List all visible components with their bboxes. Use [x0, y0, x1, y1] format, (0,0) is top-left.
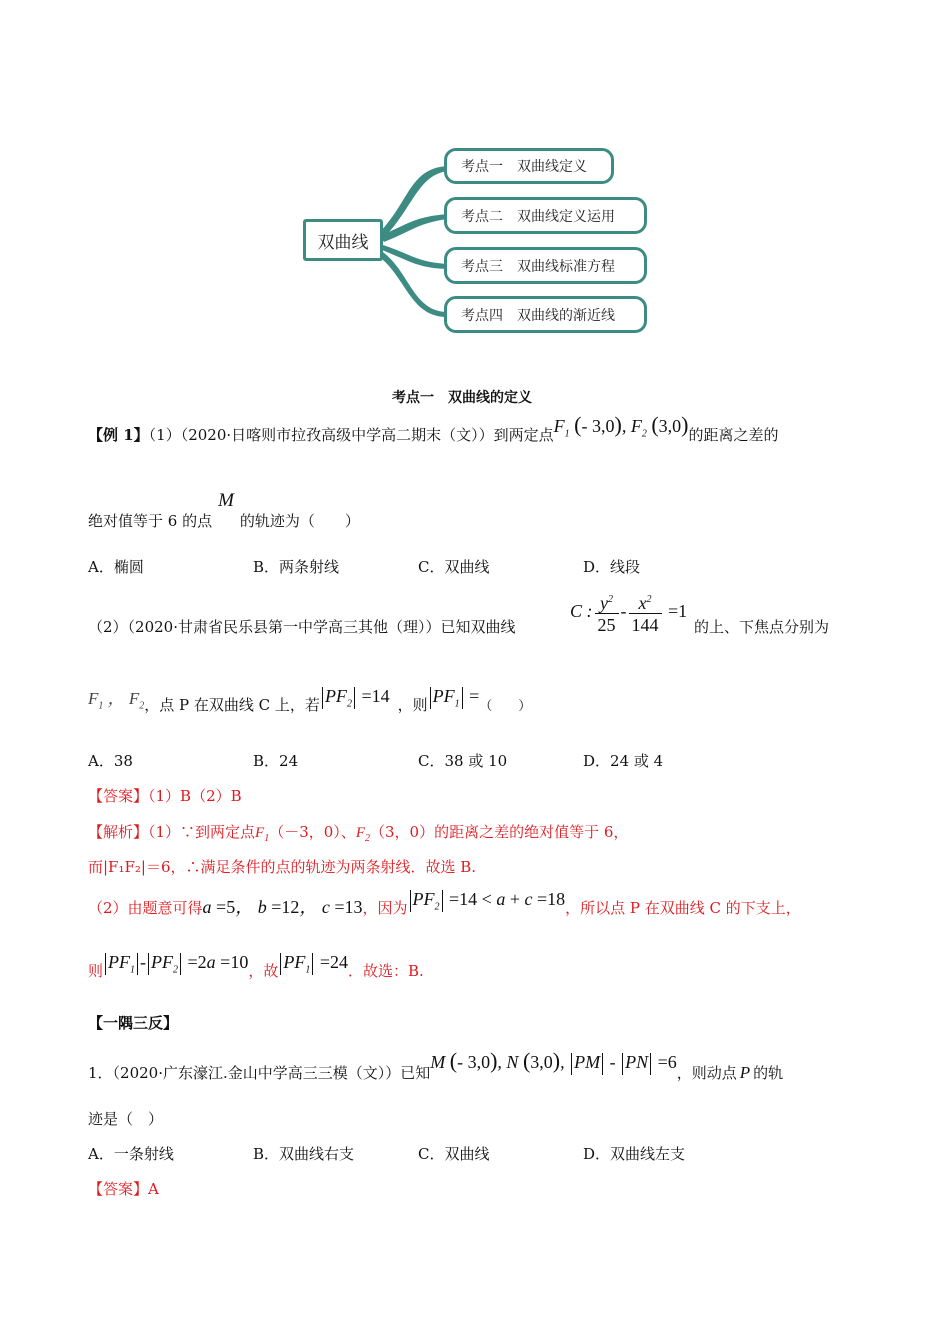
analysis-line2: 而|F₁F₂|＝6，∴满足条件的点的轨迹为两条射线．故选 B.	[88, 858, 477, 876]
example1-q2-line1-tail: 的上、下焦点分别为	[694, 618, 830, 636]
practice-answer: 【答案】A	[88, 1180, 159, 1198]
example1-q1-line2-a: 绝对值等于 6 的点	[88, 512, 213, 530]
example1-q1-line1	[88, 412, 779, 448]
analysis-line4-c: ．故选：B.	[348, 962, 424, 980]
analysis-line1-a: 【解析】（1）∵到两定点	[88, 823, 256, 841]
practice-q1-tail2: 的轨	[753, 1064, 784, 1082]
practice-option-a: A．一条射线	[88, 1145, 174, 1163]
practice-option-b: B．双曲线右支	[253, 1145, 355, 1163]
example1-q1-text: （1）（2020·日喀则市拉孜高级中学高二期末（文））到两定点	[148, 426, 554, 444]
mindmap-branch-4: 考点四 双曲线的渐近线	[444, 296, 647, 333]
analysis-line4	[88, 952, 424, 984]
practice-heading: 【一隅三反】	[88, 1014, 179, 1032]
example1-answer: 【答案】（1）B（2）B	[88, 787, 242, 805]
point-p: P	[739, 1063, 751, 1082]
f1-label: $F_1$	[255, 825, 270, 844]
analysis-line3	[88, 889, 801, 921]
mindmap-root: 双曲线	[303, 219, 383, 261]
analysis-line3-c: ，所以点 P 在双曲线 C 的下支上，	[565, 899, 801, 917]
formula-pf2-lt: $PF_2 =14 < a + c =18$	[408, 889, 566, 909]
example1-q2-line2-a: ，点 P 在双曲线 C 上，若	[144, 696, 320, 714]
q1-option-c: C．双曲线	[418, 558, 490, 576]
practice-option-c: C．双曲线	[418, 1145, 490, 1163]
analysis-line1-b: （－3，0）、	[269, 823, 356, 841]
practice-q1-line2: 迹是（ ）	[88, 1110, 164, 1128]
example1-q1-tail: 的距离之差的	[688, 426, 779, 444]
example1-q2-line2-b: ，则	[397, 696, 428, 714]
example1-q1-line2-b: 的轨迹为（ ）	[239, 512, 360, 530]
example1-tag: 【例 1】	[88, 426, 149, 444]
analysis-line1-c: （3，0）的距离之差的绝对值等于 6，	[369, 823, 629, 841]
practice-option-d: D．双曲线左支	[583, 1145, 686, 1163]
foci-f1-f2: $F_1$ ， $F_2$	[88, 689, 145, 712]
q1-option-b: B．两条射线	[253, 558, 340, 576]
mindmap-branch-3: 考点三 双曲线标准方程	[444, 247, 647, 284]
analysis-line4-a: 则	[88, 962, 104, 980]
example1-q2-line2-c: （ ）	[479, 699, 532, 714]
formula-pf1-24: $PF_1 =24$	[278, 952, 348, 972]
analysis-line3-a: （2）由题意可得	[88, 899, 203, 917]
practice-q1-line1	[88, 1048, 784, 1085]
point-m: M	[218, 490, 234, 511]
formula-hyperbola: C : $\frac{y^2}{25}$ - $\frac{x^2}{144}$ =1	[570, 590, 687, 636]
formula-pf2-14: $PF_2 =14$	[320, 686, 390, 706]
analysis-line3-b: ，因为	[362, 899, 408, 917]
q2-option-a: A．38	[88, 752, 133, 770]
mindmap-branch-1: 考点一 双曲线定义	[444, 148, 614, 184]
q2-option-d: D．24 或 4	[583, 752, 664, 770]
formula-a-b-c: a =5， b =12， c =13	[202, 897, 363, 917]
q2-option-b: B．24	[253, 752, 299, 770]
analysis-line4-b: ，故	[248, 962, 279, 980]
analysis-line1	[88, 821, 628, 844]
section-title: 考点一 双曲线的定义	[392, 390, 532, 406]
mindmap-branch-2: 考点二 双曲线定义运用	[444, 197, 647, 234]
formula-difference: $PF_1 - PF_2 =2a =10$	[103, 952, 248, 972]
q1-option-d: D．线段	[583, 558, 641, 576]
practice-q1-text: 1．（2020·广东濠江.金山中学高三三模（文））已知	[88, 1064, 431, 1082]
example1-q1-line2	[88, 490, 360, 530]
formula-pf1: $PF_1$ =	[428, 686, 480, 706]
f2-label: $F_2$	[355, 825, 370, 844]
example1-q2-line2	[88, 686, 532, 718]
example1-q2-line1-text: （2）（2020·甘肃省民乐县第一中学高三其他（理））已知双曲线	[88, 618, 516, 636]
q2-option-c: C．38 或 10	[418, 752, 508, 770]
formula-mn-points: M (- 3,0), N (3,0), PM - PN =6	[430, 1048, 677, 1073]
formula-foci-points: $F_1$ (- 3,0), $F_2$ (3,0)	[553, 412, 689, 440]
q1-option-a: A．椭圆	[88, 558, 144, 576]
practice-q1-tail: ，则动点	[676, 1064, 737, 1082]
